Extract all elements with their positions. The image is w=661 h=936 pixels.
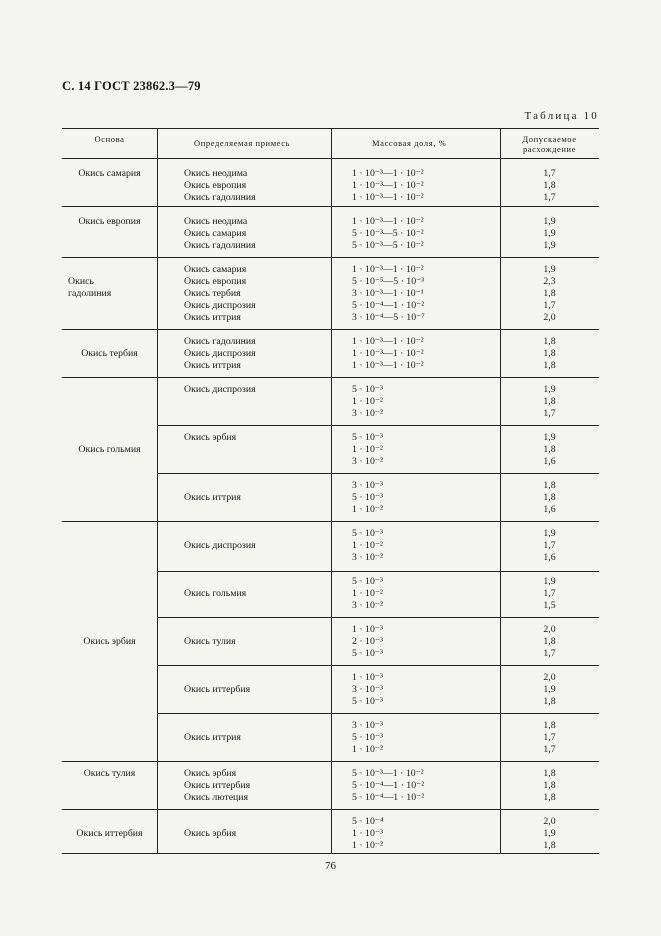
table-row bbox=[0, 636, 661, 648]
table-label: Таблица 10 bbox=[524, 110, 599, 122]
cell-base: гадолиния bbox=[68, 288, 112, 299]
cell-mass-fraction: 5 · 10⁻⁴—1 · 10⁻² bbox=[352, 792, 425, 803]
cell-tolerance: 1,7 bbox=[543, 168, 556, 179]
cell-mass-fraction: 5 · 10⁻⁴—1 · 10⁻² bbox=[352, 780, 425, 791]
cell-impurity: Окись диспрозия bbox=[184, 384, 256, 395]
cell-mass-fraction: 5 · 10⁻³ bbox=[352, 492, 383, 503]
subgroup-rule bbox=[157, 665, 599, 666]
table-row bbox=[0, 540, 661, 552]
cell-mass-fraction: 3 · 10⁻³ bbox=[352, 480, 383, 491]
cell-tolerance: 1,8 bbox=[543, 396, 556, 407]
cell-mass-fraction: 1 · 10⁻² bbox=[352, 396, 383, 407]
cell-mass-fraction: 3 · 10⁻² bbox=[352, 456, 383, 467]
cell-mass-fraction: 5 · 10⁻³ bbox=[352, 432, 383, 443]
cell-mass-fraction: 5 · 10⁻⁵—5 · 10⁻³ bbox=[352, 276, 425, 287]
table-row bbox=[0, 816, 661, 828]
column-header-mass: Массовая доля, % bbox=[372, 138, 447, 148]
cell-tolerance: 1,9 bbox=[543, 528, 556, 539]
cell-impurity: Окись гадолиния bbox=[184, 240, 256, 251]
cell-tolerance: 1,8 bbox=[543, 180, 556, 191]
cell-mass-fraction: 1 · 10⁻² bbox=[352, 840, 383, 851]
table-row bbox=[0, 168, 661, 180]
table-row bbox=[0, 300, 661, 312]
cell-tolerance: 1,8 bbox=[543, 780, 556, 791]
cell-tolerance: 2,0 bbox=[543, 672, 556, 683]
table-row bbox=[0, 264, 661, 276]
cell-impurity: Окись эрбия bbox=[184, 828, 237, 839]
cell-impurity: Окись диспрозия bbox=[184, 300, 256, 311]
cell-mass-fraction: 3 · 10⁻² bbox=[352, 552, 383, 563]
table-row bbox=[0, 312, 661, 324]
cell-tolerance: 1,6 bbox=[543, 456, 556, 467]
table-row bbox=[0, 276, 661, 288]
table-row bbox=[0, 504, 661, 516]
table-row bbox=[0, 720, 661, 732]
cell-mass-fraction: 1 · 10⁻³—1 · 10⁻² bbox=[352, 360, 424, 371]
cell-tolerance: 1,9 bbox=[543, 432, 556, 443]
cell-impurity: Окись самария bbox=[184, 228, 247, 239]
cell-impurity: Окись неодима bbox=[184, 216, 248, 227]
cell-tolerance: 2,0 bbox=[543, 312, 556, 323]
cell-tolerance: 1,8 bbox=[543, 480, 556, 491]
cell-mass-fraction: 1 · 10⁻² bbox=[352, 444, 383, 455]
table-row bbox=[0, 768, 661, 780]
cell-base: Окись тулия bbox=[83, 768, 136, 779]
cell-mass-fraction: 5 · 10⁻⁴—1 · 10⁻² bbox=[352, 300, 425, 311]
cell-mass-fraction: 1 · 10⁻³ bbox=[352, 828, 383, 839]
cell-base: Окись иттербия bbox=[76, 828, 143, 839]
cell-mass-fraction: 5 · 10⁻³ bbox=[352, 696, 383, 707]
cell-tolerance: 1,7 bbox=[543, 744, 556, 755]
cell-impurity: Окись тербия bbox=[184, 288, 241, 299]
cell-tolerance: 1,8 bbox=[543, 360, 556, 371]
cell-base: Окись европия bbox=[78, 216, 141, 227]
cell-impurity: Окись иттрия bbox=[184, 492, 241, 503]
cell-mass-fraction: 1 · 10⁻³—1 · 10⁻² bbox=[352, 336, 424, 347]
cell-tolerance: 2,3 bbox=[543, 276, 556, 287]
table-row bbox=[0, 588, 661, 600]
cell-mass-fraction: 3 · 10⁻⁴—5 · 10⁻⁷ bbox=[352, 312, 425, 323]
table-row bbox=[0, 240, 661, 252]
cell-mass-fraction: 3 · 10⁻³ bbox=[352, 720, 383, 731]
cell-tolerance: 1,8 bbox=[543, 492, 556, 503]
cell-impurity: Окись иттербия bbox=[184, 780, 251, 791]
table-row bbox=[0, 408, 661, 420]
cell-mass-fraction: 1 · 10⁻² bbox=[352, 504, 383, 515]
table-row bbox=[0, 360, 661, 372]
cell-mass-fraction: 5 · 10⁻³ bbox=[352, 576, 383, 587]
cell-mass-fraction: 1 · 10⁻³—1 · 10⁻² bbox=[352, 168, 424, 179]
cell-tolerance: 1,9 bbox=[543, 240, 556, 251]
cell-mass-fraction: 5 · 10⁻³—5 · 10⁻² bbox=[352, 228, 424, 239]
cell-impurity: Окись иттрия bbox=[184, 312, 241, 323]
cell-tolerance: 1,9 bbox=[543, 264, 556, 275]
table-row bbox=[0, 684, 661, 696]
subgroup-rule bbox=[157, 617, 599, 618]
cell-base: Окись эрбия bbox=[83, 636, 136, 647]
cell-tolerance: 1,7 bbox=[543, 648, 556, 659]
table-row bbox=[0, 828, 661, 840]
cell-base: Окись самария bbox=[78, 168, 141, 179]
cell-tolerance: 1,9 bbox=[543, 828, 556, 839]
cell-mass-fraction: 5 · 10⁻⁴ bbox=[352, 816, 384, 827]
cell-mass-fraction: 1 · 10⁻² bbox=[352, 540, 383, 551]
cell-mass-fraction: 1 · 10⁻³—1 · 10⁻² bbox=[352, 348, 424, 359]
cell-mass-fraction: 5 · 10⁻³ bbox=[352, 732, 383, 743]
cell-mass-fraction: 1 · 10⁻³—1 · 10⁻² bbox=[352, 192, 424, 203]
cell-tolerance: 1,7 bbox=[543, 732, 556, 743]
cell-tolerance: 2,0 bbox=[543, 816, 556, 827]
table-row bbox=[0, 792, 661, 804]
cell-mass-fraction: 3 · 10⁻³ bbox=[352, 684, 383, 695]
subgroup-rule bbox=[157, 425, 599, 426]
table-row bbox=[0, 336, 661, 348]
cell-mass-fraction: 5 · 10⁻³ bbox=[352, 528, 383, 539]
cell-tolerance: 1,8 bbox=[543, 348, 556, 359]
cell-tolerance: 1,6 bbox=[543, 552, 556, 563]
cell-mass-fraction: 1 · 10⁻³—1 · 10⁻² bbox=[352, 264, 424, 275]
table-header-line bbox=[0, 143, 661, 155]
table-row bbox=[0, 288, 661, 300]
cell-tolerance: 1,7 bbox=[543, 192, 556, 203]
table-row bbox=[0, 228, 661, 240]
table-row bbox=[0, 648, 661, 660]
table-row bbox=[0, 492, 661, 504]
table-row bbox=[0, 348, 661, 360]
cell-base: Окись тербия bbox=[81, 348, 138, 359]
cell-impurity: Окись иттрия bbox=[184, 360, 241, 371]
page-number: 76 bbox=[325, 860, 336, 872]
table-row bbox=[0, 624, 661, 636]
table-row bbox=[0, 480, 661, 492]
cell-tolerance: 1,7 bbox=[543, 300, 556, 311]
cell-impurity: Окись гадолиния bbox=[184, 192, 256, 203]
cell-mass-fraction: 5 · 10⁻³ bbox=[352, 648, 383, 659]
cell-impurity: Окись неодима bbox=[184, 168, 248, 179]
cell-mass-fraction: 2 · 10⁻³ bbox=[352, 636, 383, 647]
cell-impurity: Окись гадолиния bbox=[184, 336, 256, 347]
table-row bbox=[0, 192, 661, 204]
table-row bbox=[0, 780, 661, 792]
table-row bbox=[0, 600, 661, 612]
cell-impurity: Окись лютеция bbox=[184, 792, 249, 803]
table-row bbox=[0, 528, 661, 540]
cell-tolerance: 1,9 bbox=[543, 684, 556, 695]
cell-mass-fraction: 5 · 10⁻³—5 · 10⁻² bbox=[352, 240, 424, 251]
table-row bbox=[0, 444, 661, 456]
cell-tolerance: 1,8 bbox=[543, 336, 556, 347]
cell-tolerance: 1,9 bbox=[543, 228, 556, 239]
column-header-tolerance-2: расхождение bbox=[522, 144, 577, 154]
cell-tolerance: 1,8 bbox=[543, 444, 556, 455]
cell-tolerance: 1,7 bbox=[543, 540, 556, 551]
cell-mass-fraction: 1 · 10⁻³ bbox=[352, 624, 383, 635]
cell-tolerance: 1,8 bbox=[543, 696, 556, 707]
cell-mass-fraction: 5 · 10⁻³—1 · 10⁻² bbox=[352, 768, 424, 779]
cell-mass-fraction: 3 · 10⁻³—1 · 10⁻¹ bbox=[352, 288, 424, 299]
cell-tolerance: 1,9 bbox=[543, 384, 556, 395]
cell-impurity: Окись эрбия bbox=[184, 768, 237, 779]
cell-mass-fraction: 1 · 10⁻³ bbox=[352, 672, 383, 683]
cell-base: Окись bbox=[68, 276, 94, 287]
cell-mass-fraction: 3 · 10⁻² bbox=[352, 408, 383, 419]
table-row bbox=[0, 672, 661, 684]
cell-impurity: Окись диспрозия bbox=[184, 348, 256, 359]
table-row bbox=[0, 384, 661, 396]
cell-impurity: Окись тулия bbox=[184, 636, 236, 647]
cell-tolerance: 1,6 bbox=[543, 504, 556, 515]
table-row bbox=[0, 396, 661, 408]
cell-mass-fraction: 1 · 10⁻³—1 · 10⁻² bbox=[352, 216, 424, 227]
cell-impurity: Окись диспрозия bbox=[184, 540, 256, 551]
cell-tolerance: 1,8 bbox=[543, 636, 556, 647]
cell-tolerance: 1,9 bbox=[543, 576, 556, 587]
page-header: С. 14 ГОСТ 23862.3—79 bbox=[62, 79, 201, 93]
table-row bbox=[0, 696, 661, 708]
table-row bbox=[0, 576, 661, 588]
cell-mass-fraction: 1 · 10⁻² bbox=[352, 744, 383, 755]
cell-tolerance: 1,7 bbox=[543, 408, 556, 419]
cell-impurity: Окись иттрия bbox=[184, 732, 241, 743]
table-bottom-rule bbox=[62, 853, 599, 854]
cell-impurity: Окись иттербия bbox=[184, 684, 251, 695]
table-row bbox=[0, 744, 661, 756]
cell-tolerance: 1,9 bbox=[543, 216, 556, 227]
table-row bbox=[0, 456, 661, 468]
cell-impurity: Окись самария bbox=[184, 264, 247, 275]
table-row bbox=[0, 732, 661, 744]
cell-base: Окись гольмия bbox=[78, 444, 141, 455]
subgroup-rule bbox=[157, 571, 599, 572]
column-header-base: Основа bbox=[94, 134, 125, 144]
cell-tolerance: 1,8 bbox=[543, 792, 556, 803]
cell-impurity: Окись эрбия bbox=[184, 432, 237, 443]
table-row bbox=[0, 432, 661, 444]
column-header-impurity: Определяемая примесь bbox=[194, 138, 291, 148]
cell-mass-fraction: 5 · 10⁻³ bbox=[352, 384, 383, 395]
table-row bbox=[0, 180, 661, 192]
table-row bbox=[0, 552, 661, 564]
cell-impurity: Окись гольмия bbox=[184, 588, 247, 599]
cell-tolerance: 1,8 bbox=[543, 720, 556, 731]
cell-impurity: Окись европия bbox=[184, 276, 247, 287]
cell-mass-fraction: 1 · 10⁻³—1 · 10⁻² bbox=[352, 180, 424, 191]
cell-mass-fraction: 3 · 10⁻² bbox=[352, 600, 383, 611]
cell-tolerance: 1,8 bbox=[543, 840, 556, 851]
cell-tolerance: 1,8 bbox=[543, 288, 556, 299]
table-row bbox=[0, 216, 661, 228]
cell-tolerance: 1,7 bbox=[543, 588, 556, 599]
cell-tolerance: 1,5 bbox=[543, 600, 556, 611]
cell-mass-fraction: 1 · 10⁻² bbox=[352, 588, 383, 599]
cell-tolerance: 2,0 bbox=[543, 624, 556, 635]
column-header-tolerance-1: Допускаемое bbox=[522, 134, 577, 144]
subgroup-rule bbox=[157, 713, 599, 714]
subgroup-rule bbox=[157, 473, 599, 474]
table-row bbox=[0, 840, 661, 852]
cell-impurity: Окись европия bbox=[184, 180, 247, 191]
cell-tolerance: 1,8 bbox=[543, 768, 556, 779]
